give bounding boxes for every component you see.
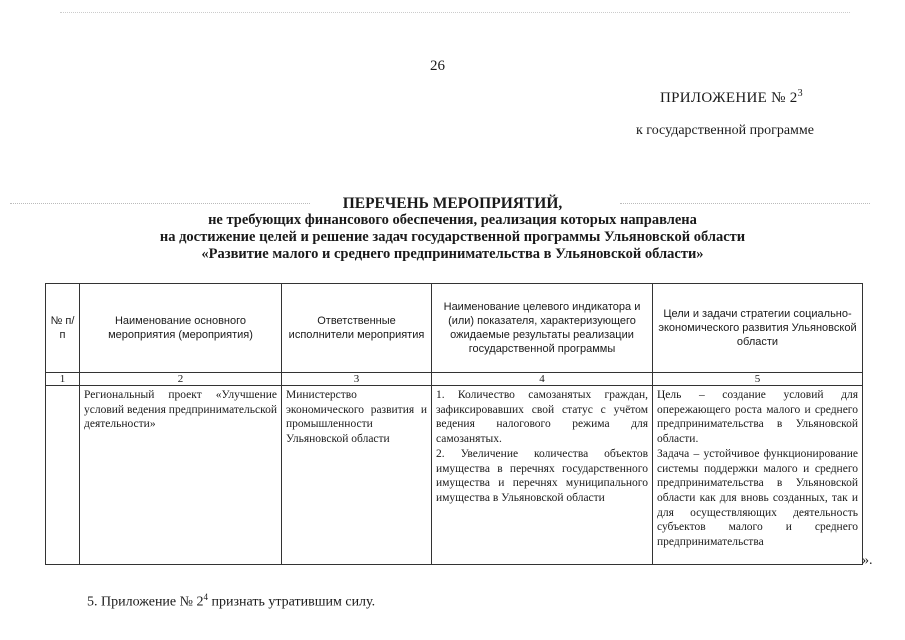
item-5-superscript: 4 (203, 592, 208, 602)
goals-cell (653, 386, 863, 565)
document-title-line-3: на достижение целей и решение задач государственной программы Ульяновской области (159, 229, 746, 245)
table-header-row (46, 284, 863, 373)
document-title-line-4: «Развитие малого и среднего предпринимательства в Ульяновской области» (201, 246, 704, 262)
header-measure: Наименование основного мероприятия (мероприятия) (80, 284, 282, 373)
executors-cell: Министерство экономического развития и промышленности Ульяновской области (282, 386, 432, 565)
scan-noise-top (60, 12, 850, 14)
task-text: Задача – устойчивое функционирование системы поддержки малого и среднего предпринимательства в Ульяновской области как для вновь созданных, так и для осуществляющих деятельность субъектов малого и среднего предпринимательства (657, 447, 858, 549)
goal-text: Цель – создание условий для опережающего роста малого и среднего предпринимательства в Ульяновской области. (657, 389, 858, 446)
header-goals: Цели и задачи стратегии социально-экономического развития Ульяновской области (653, 284, 863, 373)
column-number: 4 (432, 373, 653, 386)
appendix-text: ПРИЛОЖЕНИЕ № 2 (660, 90, 798, 106)
item-5-paragraph (87, 592, 375, 611)
appendix-superscript: 3 (797, 88, 803, 99)
document-title-line-2: не требующих финансового обеспечения, реализация которых направлена (208, 212, 697, 228)
page-number: 26 (430, 58, 445, 74)
column-number: 1 (46, 373, 80, 386)
appendix-subtitle: к государственной программе (636, 123, 814, 138)
measures-table (45, 283, 863, 565)
indicator-item: 2. Увеличение количества объектов имущества в перечнях государственного имущества и перечнях муниципального имущества в Ульяновской области (436, 447, 648, 505)
column-numbers-row (46, 373, 863, 386)
indicator-item: 1. Количество самозанятых граждан, зафиксировавших свой статус с учётом ведения налогового режима для самозанятых. (436, 389, 648, 446)
item-5-suffix: признать утратившим силу. (208, 594, 376, 610)
header-indicators: Наименование целевого индикатора и (или) показателя, характеризующего ожидаемые результаты реализации государственной программы (432, 284, 653, 373)
item-5-prefix: 5. Приложение № 2 (87, 594, 204, 610)
document-title: ПЕРЕЧЕНЬ МЕРОПРИЯТИЙ, (342, 195, 563, 212)
column-number: 5 (653, 373, 863, 386)
row-number-cell (46, 386, 80, 565)
table-row (46, 386, 863, 565)
header-number: № п/п (46, 284, 80, 373)
header-executors: Ответственные исполнители мероприятия (282, 284, 432, 373)
indicators-cell (432, 386, 653, 565)
measure-cell: Региональный проект «Улучшение условий ведения предпринимательской деятельности» (80, 386, 282, 565)
column-number: 2 (80, 373, 282, 386)
closing-quote: ». (862, 553, 873, 568)
appendix-label (660, 88, 803, 107)
column-number: 3 (282, 373, 432, 386)
